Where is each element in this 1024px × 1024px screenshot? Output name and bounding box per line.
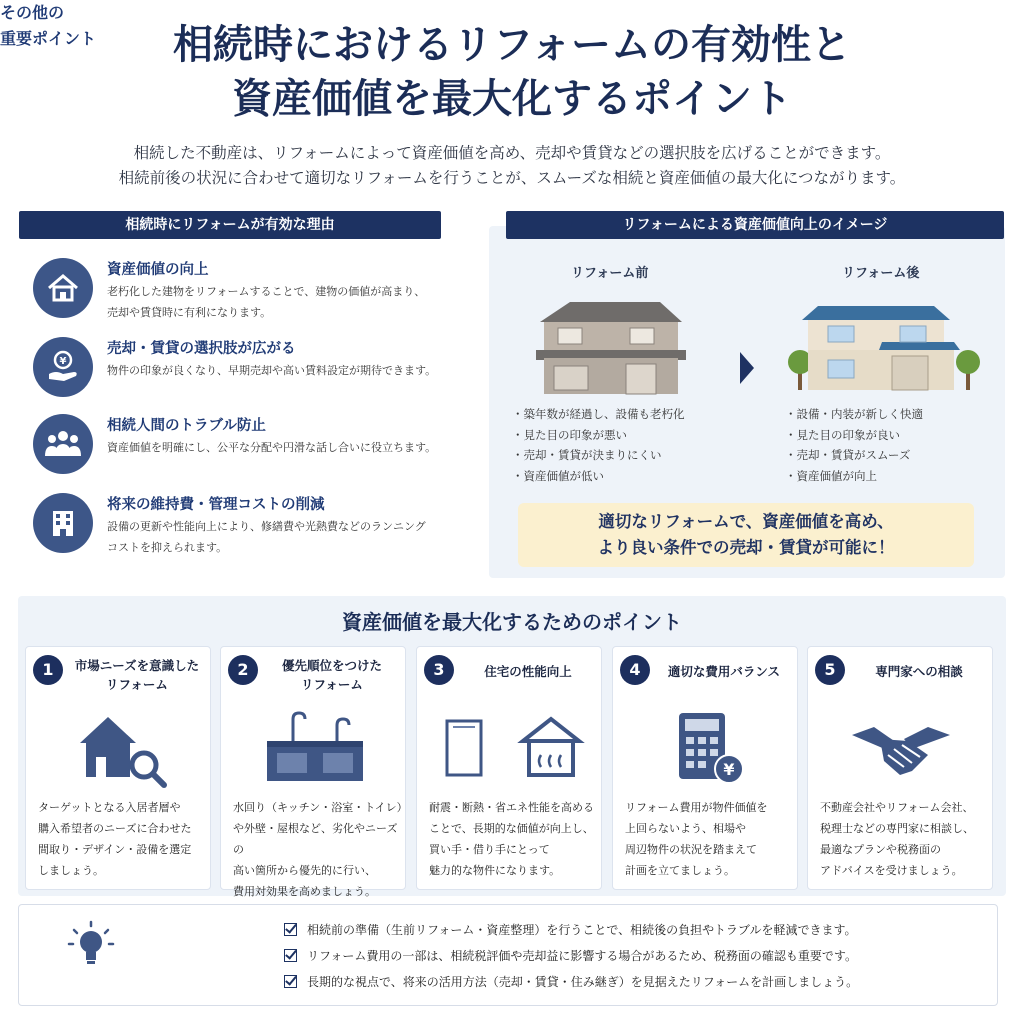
reason-desc: [107, 437, 467, 458]
point-title: [651, 662, 797, 681]
reason-item: [33, 493, 463, 565]
after-list: [785, 404, 923, 486]
check-item: [284, 973, 858, 990]
point-desc-line: 費用対効果を高めましょう。: [233, 885, 376, 898]
title-line-2: 資産価値を最大化するポイント: [232, 75, 792, 122]
before-list-item: ・築年数が経過し、設備も老朽化: [512, 407, 685, 421]
point-desc: [625, 797, 795, 881]
point-desc-line: 上回らないよう、相場や: [625, 822, 746, 835]
point-desc: [38, 797, 208, 881]
checkbox-icon: [284, 975, 297, 988]
after-list-item: ・設備・内装が新しく快適: [785, 407, 923, 421]
intro-text: [0, 141, 1024, 191]
check-item-text: リフォーム費用の一部は、相続税評価や売却益に影響する場合があるため、税務面の確認も重要です。: [307, 949, 857, 963]
point-title: [64, 656, 210, 694]
point-desc-line: 水回り（キッチン・浴室・トイレ）: [233, 801, 408, 814]
intro-line-1: 相続した不動産は、リフォームによって資産価値を高め、売却や賃貸などの選択肢を広げることができます。: [133, 144, 891, 162]
point-title-line: リフォーム: [106, 677, 168, 692]
callout-line-1: 適切なリフォームで、資産価値を高め、: [598, 512, 894, 531]
after-list-item: ・見た目の印象が良い: [785, 427, 900, 442]
before-list-item: ・見た目の印象が悪い: [512, 427, 627, 442]
point-desc-line: 魅力的な物件になります。: [429, 864, 561, 877]
point-number: 3: [424, 655, 454, 685]
building-icon: [33, 493, 93, 553]
intro-line-2: 相続前後の状況に合わせて適切なリフォームを行うことが、スムーズな相続と資産価値の最大化につながります。: [118, 169, 906, 187]
point-desc-line: 間取り・デザイン・設備を選定: [38, 843, 192, 856]
check-item: [284, 921, 856, 938]
lightbulb-icon: [66, 918, 116, 970]
reason-desc-line: コストを抑えられます。: [107, 541, 228, 554]
reason-desc-line: 売却や賃貸時に有利になります。: [107, 306, 272, 319]
window-house-icon: [417, 705, 603, 795]
old-house-image: [530, 294, 690, 396]
point-desc-line: ターゲットとなる入居者層や: [38, 801, 181, 814]
points-title: 資産価値を最大化するためのポイント: [342, 610, 682, 634]
callout-box: [518, 503, 974, 567]
after-list-item: ・売却・賃貸がスムーズ: [785, 448, 911, 462]
house-search-icon: [26, 705, 212, 795]
point-desc-line: や外壁・屋根など、劣化やニーズの: [233, 822, 398, 856]
point-card: [220, 646, 408, 898]
check-item: [284, 947, 857, 964]
reason-desc-line: 物件の印象が良くなり、早期売却や高い賃料設定が期待できます。: [107, 364, 437, 377]
point-title-line: 専門家への相談: [875, 664, 963, 679]
point-desc-line: 周辺物件の状況を踏まえて: [625, 843, 757, 856]
new-house-image: [784, 300, 984, 398]
svg-text:¥: ¥: [59, 356, 67, 367]
reason-title: 将来の維持費・管理コストの削減: [107, 497, 325, 513]
check-item-text: 相続前の準備（生前リフォーム・資産整理）を行うことで、相続後の負担やトラブルを軽減できます。: [307, 923, 857, 937]
point-desc: [233, 797, 408, 902]
reason-desc: [107, 516, 467, 558]
point-desc-line: 購入希望者のニーズに合わせた: [38, 822, 192, 835]
reason-item: [33, 258, 463, 330]
check-item-text: 長期的な視点で、将来の活用方法（売却・賃貸・住み継ぎ）を見据えたリフォームを計画しましょう。: [307, 975, 859, 989]
reason-desc-line: 設備の更新や性能向上により、修繕費や光熱費などのランニング: [107, 520, 426, 533]
handshake-icon: [808, 705, 994, 795]
point-desc-line: アドバイスを受けましょう。: [820, 864, 963, 877]
before-label: リフォーム前: [571, 266, 649, 281]
point-title: [259, 656, 405, 694]
reasons-header: 相続時にリフォームが有効な理由: [19, 211, 441, 239]
point-desc-line: 買い手・借り手にとって: [429, 843, 550, 856]
point-desc-line: 最適なプランや税務面の: [820, 843, 941, 856]
point-title-line: リフォーム: [301, 677, 363, 692]
arrow-right-icon: [740, 352, 754, 384]
after-list-item: ・資産価値が向上: [785, 468, 877, 483]
yen-hand-icon: [33, 337, 93, 397]
callout-line-2: より良い条件での売却・賃貸が可能に！: [597, 538, 895, 557]
before-list-item: ・資産価値が低い: [512, 468, 604, 483]
house-icon: [33, 258, 93, 318]
title-line-1: 相続時におけるリフォームの有効性と: [173, 21, 851, 68]
point-title-line: 市場ニーズを意識した: [74, 658, 200, 673]
reason-item: [33, 337, 463, 409]
reason-title: 相続人間のトラブル防止: [107, 418, 266, 434]
point-title-line: 適切な費用バランス: [667, 664, 781, 679]
point-card: [25, 646, 211, 890]
point-desc-line: 高い箇所から優先的に行い、: [233, 864, 376, 877]
calculator-icon: [613, 705, 799, 795]
point-title: [846, 662, 992, 681]
point-desc-line: ことで、長期的な価値が向上し、: [429, 822, 594, 835]
point-card: [416, 646, 602, 890]
kitchen-icon: [221, 705, 407, 795]
point-title-line: 住宅の性能向上: [484, 664, 572, 679]
checkbox-icon: [284, 949, 297, 962]
point-desc-line: 不動産会社やリフォーム会社、: [820, 801, 974, 814]
image-panel-header: リフォームによる資産価値向上のイメージ: [506, 211, 1004, 239]
before-list: [512, 404, 685, 486]
point-desc: [429, 797, 599, 881]
reason-desc: [107, 281, 467, 323]
reason-desc-line: 老朽化した建物をリフォームすることで、建物の価値が高まり、: [107, 285, 426, 298]
point-desc-line: 税理士などの専門家に相談し、: [820, 822, 974, 835]
point-card: [807, 646, 993, 890]
reason-title: 売却・賃貸の選択肢が広がる: [107, 341, 296, 357]
before-list-item: ・売却・賃貸が決まりにくい: [512, 448, 662, 462]
point-number: 1: [33, 655, 63, 685]
point-desc: [820, 797, 990, 881]
point-card: [612, 646, 798, 890]
point-desc-line: しましょう。: [38, 864, 104, 877]
page-title: [0, 18, 1024, 126]
point-title-line: 優先順位をつけた: [281, 658, 382, 673]
point-desc-line: リフォーム費用が物件価値を: [625, 801, 768, 814]
other-title-line: 重要ポイント: [0, 29, 97, 48]
after-label: リフォーム後: [842, 266, 920, 281]
checkbox-icon: [284, 923, 297, 936]
point-title: [455, 662, 601, 681]
point-desc-line: 計画を立てましょう。: [625, 864, 735, 877]
people-icon: [33, 414, 93, 474]
other-title-line: その他の: [0, 3, 65, 22]
reason-desc: [107, 360, 467, 381]
reason-desc-line: 資産価値を明確にし、公平な分配や円滑な話し合いに役立ちます。: [107, 441, 437, 454]
svg-text:¥: ¥: [723, 760, 735, 779]
point-desc-line: 耐震・断熱・省エネ性能を高める: [429, 801, 594, 814]
reason-item: [33, 414, 463, 486]
point-number: 5: [815, 655, 845, 685]
point-number: 2: [228, 655, 258, 685]
reason-title: 資産価値の向上: [107, 262, 209, 278]
point-number: 4: [620, 655, 650, 685]
